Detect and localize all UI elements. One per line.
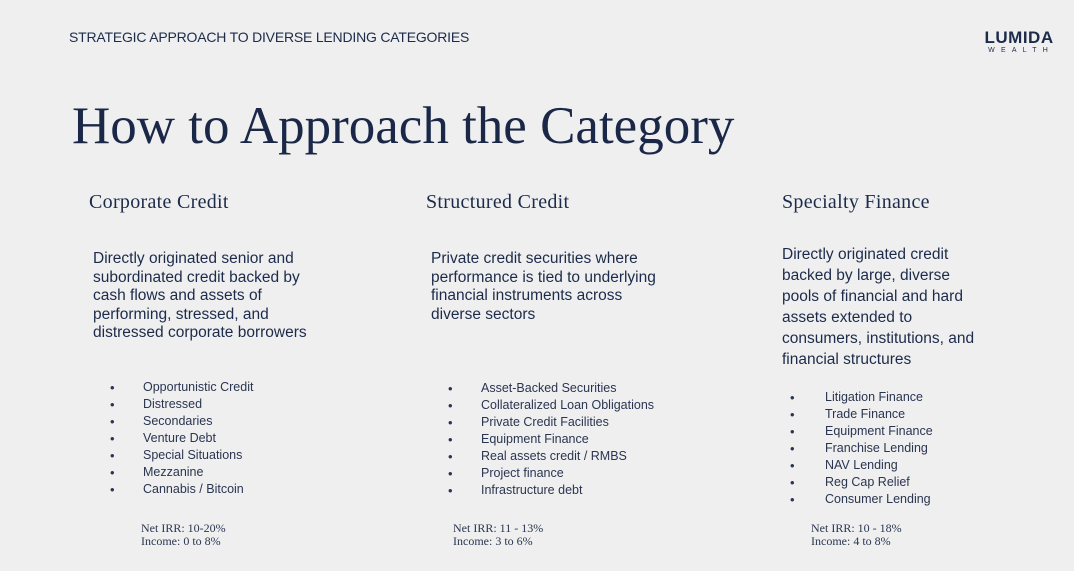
net-irr: Net IRR: 10-20%: [141, 521, 226, 535]
list-item: • Real assets credit / RMBS: [448, 449, 627, 464]
list-item: • Collateralized Loan Obligations: [448, 398, 655, 413]
income: Income: 3 to 6%: [453, 534, 533, 548]
page-title: How to Approach the Category: [72, 97, 735, 155]
column-heading: Structured Credit: [426, 191, 570, 213]
column-description: Directly originated senior and subordinated credit backed by cash flows and assets of performing, stressed, and distressed corporate borrowers: [93, 250, 307, 341]
list-item: • Asset-Backed Securities: [448, 381, 617, 396]
list-item: • Project finance: [448, 466, 564, 481]
list-item: • Franchise Lending: [790, 441, 928, 456]
list-item: • Secondaries: [110, 414, 213, 429]
return-metrics: [453, 522, 543, 548]
column-heading: Specialty Finance: [782, 191, 930, 213]
list-item: • Consumer Lending: [790, 492, 931, 507]
net-irr: Net IRR: 10 - 18%: [811, 521, 902, 535]
list-item: • Private Credit Facilities: [448, 415, 609, 430]
list-item: • Equipment Finance: [790, 424, 933, 439]
column-description: Private credit securities where performance is tied to underlying financial instruments across diverse sectors: [431, 250, 656, 323]
list-item: • Trade Finance: [790, 407, 906, 422]
list-item: • Venture Debt: [110, 431, 216, 446]
list-item: • Reg Cap Relief: [790, 475, 910, 490]
list-item: • Litigation Finance: [790, 390, 923, 405]
list-item: • Cannabis / Bitcoin: [110, 482, 244, 497]
section-label: STRATEGIC APPROACH TO DIVERSE LENDING CATEGORIES: [69, 29, 470, 45]
list-item: • Infrastructure debt: [448, 483, 583, 498]
income: Income: 4 to 8%: [811, 534, 891, 548]
column-description: Directly originated credit backed by large, diverse pools of financial and hard assets extended to consumers, institutions, and financial structures: [782, 246, 975, 368]
list-item: • Equipment Finance: [448, 432, 589, 447]
income: Income: 0 to 8%: [141, 534, 221, 548]
lumida-logo: [984, 29, 1054, 54]
column-heading: Corporate Credit: [89, 191, 229, 213]
net-irr: Net IRR: 11 - 13%: [453, 521, 544, 535]
list-item: • Distressed: [110, 397, 203, 412]
logo-main-text: LUMIDA: [984, 28, 1054, 47]
category-list: [448, 380, 654, 499]
list-item: • Mezzanine: [110, 465, 204, 480]
logo-sub-text: WEALTH: [988, 47, 1054, 54]
list-item: • NAV Lending: [790, 458, 898, 473]
category-list: [790, 389, 933, 508]
list-item: • Special Situations: [110, 448, 243, 463]
return-metrics: [141, 522, 226, 548]
category-list: [110, 379, 253, 498]
return-metrics: [811, 522, 902, 548]
list-item: • Opportunistic Credit: [110, 380, 254, 395]
